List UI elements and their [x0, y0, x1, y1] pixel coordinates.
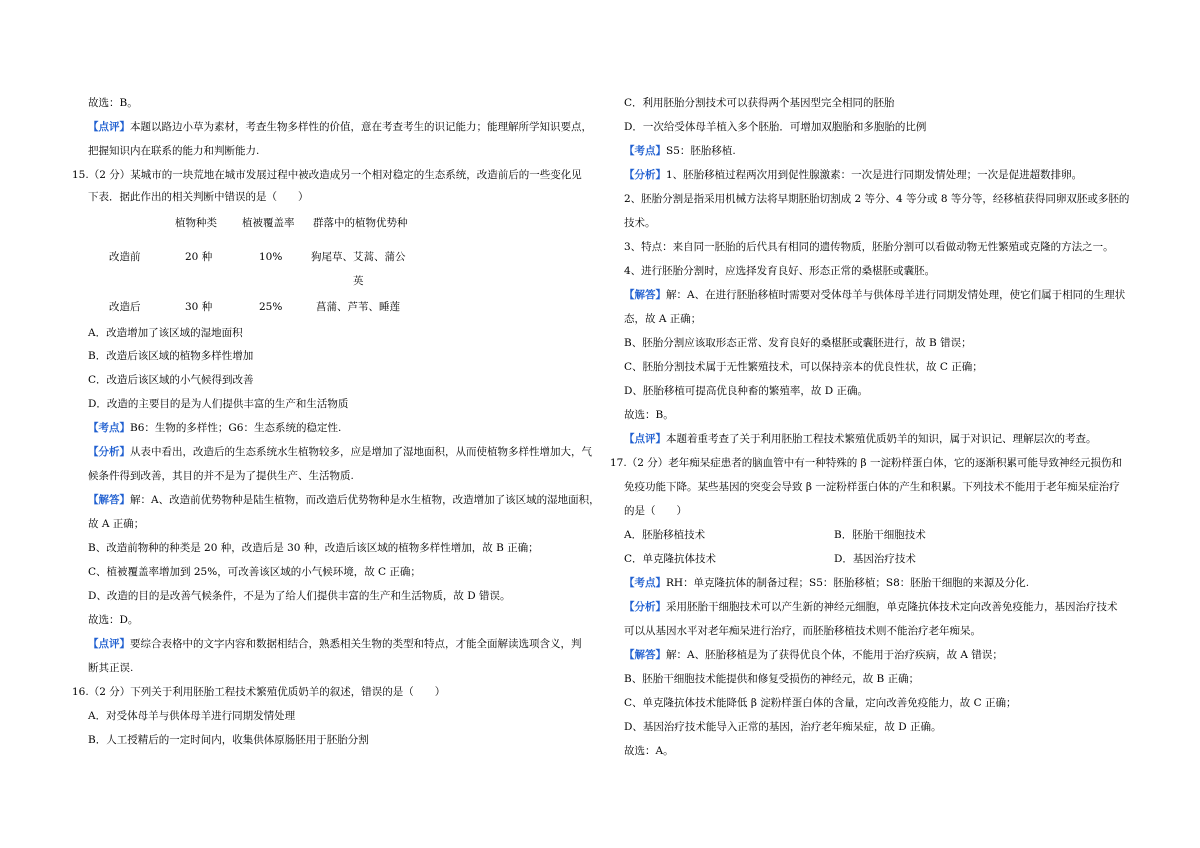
solution-line: B、胚胎分割应该取形态正常、发育良好的桑椹胚或囊胚进行，故 B 错误； — [624, 337, 972, 349]
question-16-stem: 16.（2 分）下列关于利用胚胎工程技术繁殖优质奶羊的叙述，错误的是（ ） — [72, 686, 446, 698]
analysis-line: 【分析】采用胚胎干细胞技术可以产生新的神经元细胞，单克隆抗体技术定向改善免疫能力，基因治疗技术 — [624, 601, 1118, 613]
analysis-line: 2、胚胎分割是指采用机械方法将早期胚胎切割成 2 等分、4 等分或 8 等分等，经移植获得同卵双胚或多胚的 — [624, 193, 1130, 205]
solution-line: 【解答】解：A、改造前优势物种是陆生植物，而改造后优势物种是水生植物，改造增加了该区域的湿地面积， — [88, 494, 600, 506]
analysis-line: 3、特点：来自同一胚胎的后代具有相同的遗传物质，胚胎分割可以看做动物无性繁殖或克隆的方法之一。 — [624, 241, 1114, 253]
option-d: D．基因治疗技术 — [834, 553, 916, 565]
solution-line: 故选：D。 — [88, 614, 139, 626]
option-c: C．利用胚胎分割技术可以获得两个基因型完全相同的胚胎 — [624, 97, 895, 109]
question-15-stem: 15.（2 分）某城市的一块荒地在城市发展过程中被改造成另一个相对稳定的生态系统，改造前后的一些变化见 — [72, 169, 582, 181]
table-cell: 改造后 — [109, 301, 141, 313]
kaodian-tag: 【考点】 — [624, 577, 666, 589]
question-17-stem: 的是（ ） — [624, 505, 687, 517]
kaodian-line: 【考点】B6：生物的多样性；G6：生态系统的稳定性. — [88, 422, 342, 434]
solution-line: 故 A 正确； — [88, 518, 145, 530]
solution-line: B、胚胎干细胞技术能提供和修复受损伤的神经元，故 B 正确； — [624, 673, 920, 685]
kaodian-line: 【考点】S5：胚胎移植. — [624, 145, 736, 157]
solution-line: B、改造前物种的种类是 20 种，改造后是 30 种，改造后该区域的植物多样性增加，故 B 正确； — [88, 542, 539, 554]
table-cell: 英 — [353, 275, 364, 287]
solution-line: 故选：B。 — [624, 409, 674, 421]
option-a: A．改造增加了该区域的湿地面积 — [88, 327, 243, 339]
option-b: B．改造后该区域的植物多样性增加 — [88, 350, 254, 362]
solution-line: 【解答】解：A、在进行胚胎移植时需要对受体母羊与供体母羊进行同期发情处理，使它们属于相同的生理状 — [624, 289, 1126, 301]
table-cell: 改造前 — [109, 251, 141, 263]
table-cell: 狗尾草、艾蒿、蒲公 — [311, 251, 406, 263]
question-17-stem: 免疫功能下降。某些基因的突变会导致 β 一淀粉样蛋白体的产生和积累。下列技术不能用于老年痴呆症治疗 — [624, 481, 1120, 493]
analysis-tag: 【分析】 — [88, 446, 130, 458]
analysis-tag: 【分析】 — [624, 169, 666, 181]
table-cell: 30 种 — [185, 301, 213, 313]
solution-line: 【解答】解：A、胚胎移植是为了获得优良个体，不能用于治疗疾病，故 A 错误； — [624, 649, 1003, 661]
solution-line: C、植被覆盖率增加到 25%，可改善该区域的小气候环境，故 C 正确； — [88, 566, 421, 578]
solution-line: C、胚胎分割技术属于无性繁殖技术，可以保持亲本的优良性状，故 C 正确； — [624, 361, 983, 373]
comment-line: 把握知识内在联系的能力和判断能力. — [88, 145, 260, 157]
solution-line: D、基因治疗技术能导入正常的基因，治疗老年痴呆症，故 D 正确。 — [624, 721, 942, 733]
solution-tag: 【解答】 — [624, 649, 666, 661]
table-cell: 20 种 — [185, 251, 213, 263]
answer-line: 故选：B。 — [88, 97, 138, 109]
option-d: D．一次给受体母羊植入多个胚胎．可增加双胞胎和多胞胎的比例 — [624, 121, 927, 133]
option-a: A．胚胎移植技术 — [624, 529, 706, 541]
solution-tag: 【解答】 — [624, 289, 666, 301]
solution-line: D、胚胎移植可提高优良种畜的繁殖率，故 D 正确。 — [624, 385, 869, 397]
table-header: 植被覆盖率 — [242, 217, 295, 229]
analysis-line: 【分析】从表中看出，改造后的生态系统水生植物较多，应是增加了湿地面积，从而使植物多样性增加大，气 — [88, 446, 592, 458]
solution-line: 态，故 A 正确； — [624, 313, 702, 325]
solution-line: D、改造的目的是改善气候条件，不是为了给人们提供丰富的生产和生活物质，故 D 错误。 — [88, 590, 511, 602]
table-header: 植物种类 — [175, 217, 217, 229]
option-a: A．对受体母羊与供体母羊进行同期发情处理 — [88, 710, 296, 722]
comment-line: 断其正误. — [88, 662, 134, 674]
comment-tag: 【点评】 — [624, 433, 666, 445]
comment-tag: 【点评】 — [88, 638, 130, 650]
option-d: D．改造的主要目的是为人们提供丰富的生产和生活物质 — [88, 398, 349, 410]
comment-line: 【点评】本题着重考查了关于利用胚胎工程技术繁殖优质奶羊的知识，属于对识记、理解层次的考查。 — [624, 433, 1097, 445]
option-c: C．单克隆抗体技术 — [624, 553, 717, 565]
question-15-stem: 下表．据此作出的相关判断中错误的是（ ） — [88, 191, 309, 203]
analysis-line: 可以从基因水平对老年痴呆进行治疗，而胚胎移植技术则不能治疗老年痴呆。 — [624, 625, 981, 637]
kaodian-line: 【考点】RH：单克隆抗体的制备过程；S5：胚胎移植；S8：胚胎干细胞的来源及分化. — [624, 577, 1030, 589]
analysis-line: 技术。 — [624, 217, 656, 229]
table-cell: 菖蒲、芦苇、睡莲 — [316, 301, 400, 313]
table-cell: 25% — [259, 301, 283, 313]
kaodian-tag: 【考点】 — [88, 422, 130, 434]
solution-line: 故选：A。 — [624, 745, 674, 757]
option-b: B．胚胎干细胞技术 — [834, 529, 926, 541]
solution-line: C、单克隆抗体技术能降低 β 淀粉样蛋白体的含量，定向改善免疫能力，故 C 正确； — [624, 697, 1017, 709]
question-17-stem: 17.（2 分）老年痴呆症患者的脑血管中有一种特殊的 β 一淀粉样蛋白体，它的逐渐积累可能导致神经元损伤和 — [610, 457, 1122, 469]
analysis-line: 候条件得到改善，其目的并不是为了提供生产、生活物质. — [88, 470, 354, 482]
solution-tag: 【解答】 — [88, 494, 130, 506]
comment-line: 【点评】要综合表格中的文字内容和数据相结合，熟悉相关生物的类型和特点，才能全面解读选项含义，判 — [88, 638, 582, 650]
table-cell: 10% — [259, 251, 283, 263]
comment-line: 【点评】本题以路边小草为素材，考查生物多样性的价值，意在考查考生的识记能力；能理解所学知识要点， — [88, 121, 592, 133]
analysis-tag: 【分析】 — [624, 601, 666, 613]
analysis-line: 【分析】1、胚胎移植过程两次用到促性腺激素：一次是进行同期发情处理；一次是促进超数排卵。 — [624, 169, 1083, 181]
kaodian-tag: 【考点】 — [624, 145, 666, 157]
analysis-line: 4、进行胚胎分割时，应选择发育良好、形态正常的桑椹胚或囊胚。 — [624, 265, 936, 277]
option-b: B．人工授精后的一定时间内，收集供体原肠胚用于胚胎分割 — [88, 734, 369, 746]
comment-tag: 【点评】 — [88, 121, 130, 133]
table-header: 群落中的植物优势种 — [313, 217, 408, 229]
option-c: C．改造后该区域的小气候得到改善 — [88, 374, 254, 386]
